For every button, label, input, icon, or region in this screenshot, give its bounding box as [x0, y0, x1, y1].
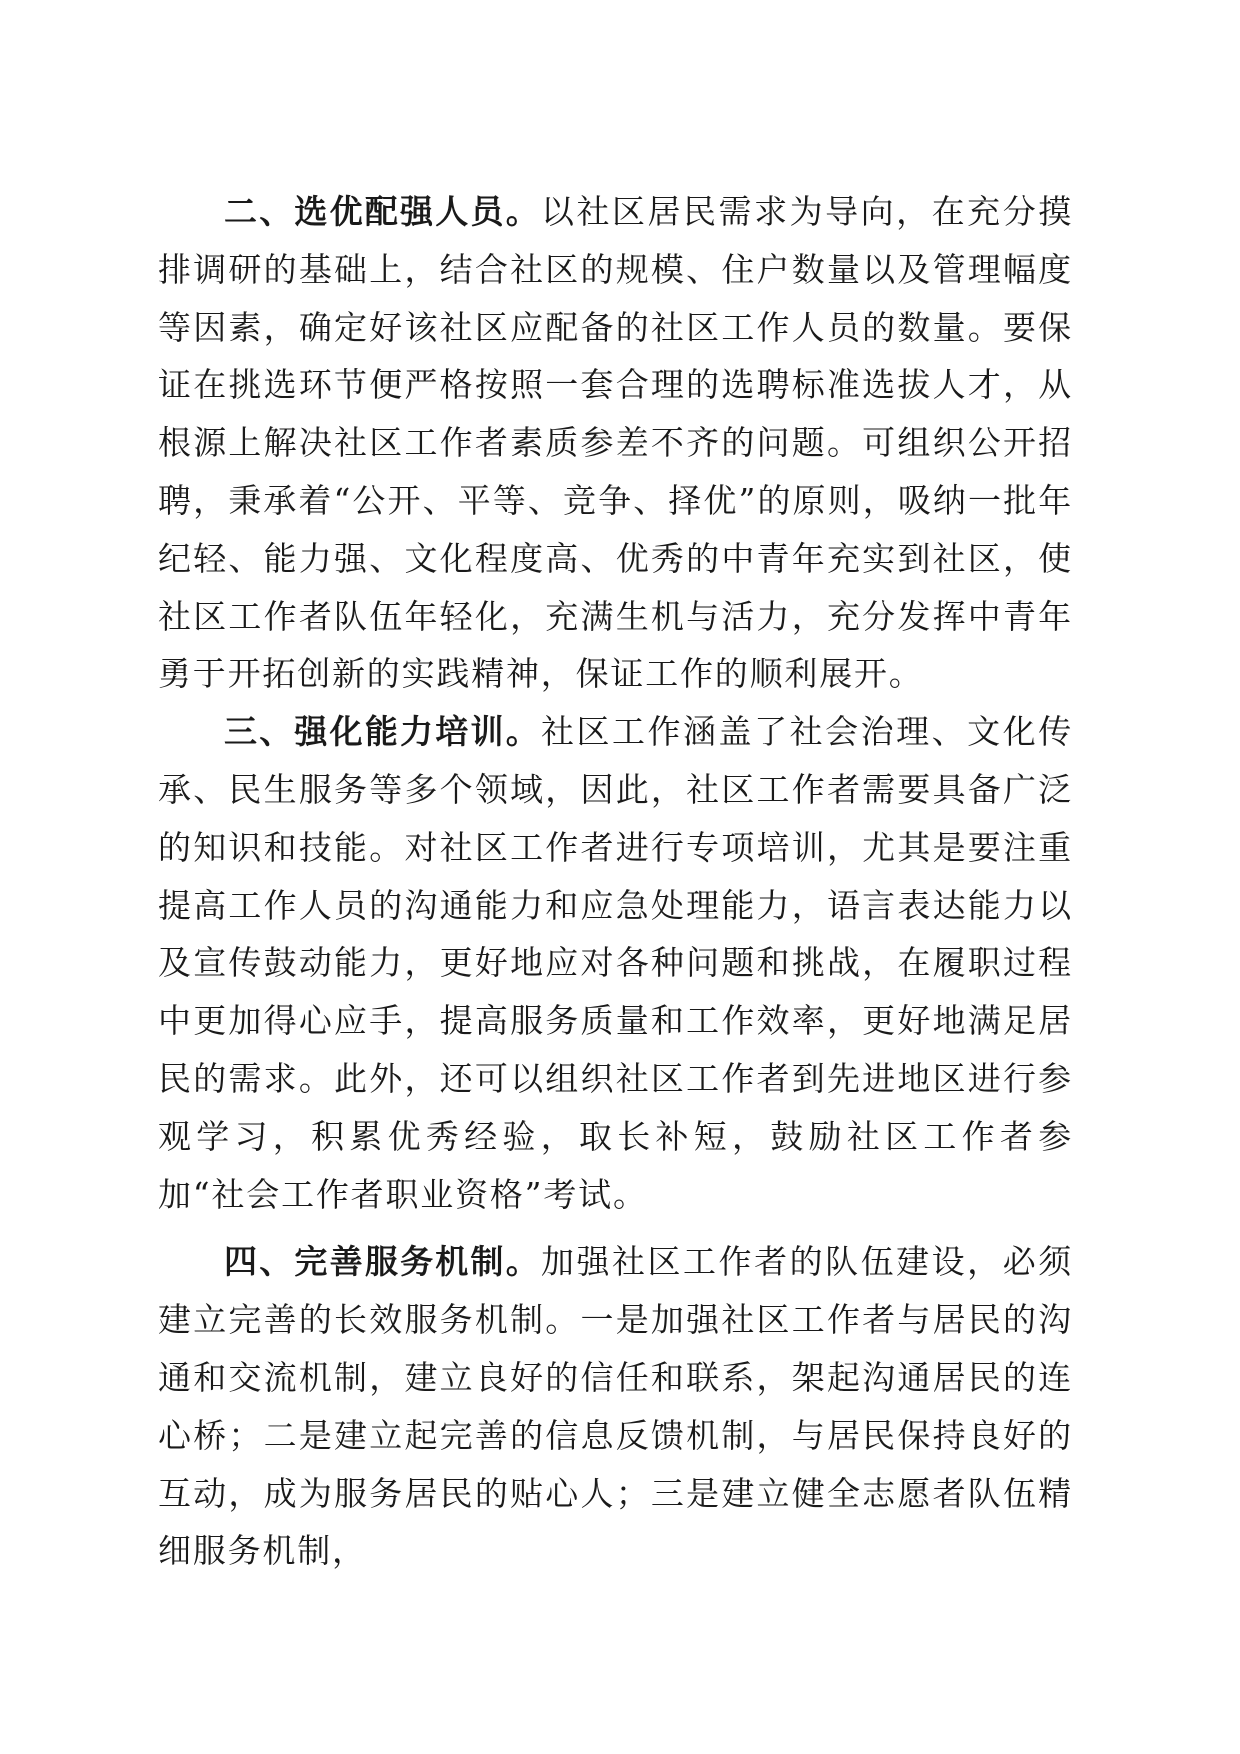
- paragraph-training: [158, 703, 1073, 1223]
- paragraph-text-mechanism: 加强社区工作者的队伍建设，必须建立完善的长效服务机制。一是加强社区工作者与居民的沟通和交流机制，建立良好的信任和联系，架起沟通居民的连心桥；二是建立起完善的信息反馈机制，与居民保持良好的互动，成为服务居民的贴心人；三是建立健全志愿者队伍精细服务机制，: [158, 1242, 1074, 1571]
- paragraph-mechanism: [158, 1233, 1073, 1580]
- paragraph-text-personnel: 以社区居民需求为导向，在充分摸排调研的基础上，结合社区的规模、住户数量以及管理幅度等因素，确定好该社区应配备的社区工作人员的数量。要保证在挑选环节便严格按照一套合理的选聘标准选拔人才，从根源上解决社区工作者素质参差不齐的问题。可组织公开招聘，秉承着“公开、平等、竞争、择优”的原则，吸纳一批年纪轻、能力强、文化程度高、优秀的中青年充实到社区，使社区工作者队伍年轻化，充满生机与活力，充分发挥中青年勇于开拓创新的实践精神，保证工作的顺利展开。: [158, 192, 1074, 694]
- paragraph-personnel: [158, 183, 1073, 703]
- section-heading-personnel: 二、选优配强人员。: [224, 192, 541, 231]
- section-heading-training: 三、强化能力培训。: [224, 712, 541, 752]
- paragraph-text-training: 社区工作涵盖了社会治理、文化传承、民生服务等多个领域，因此，社区工作者需要具备广泛的知识和技能。对社区工作者进行专项培训，尤其是要注重提高工作人员的沟通能力和应急处理能力，语言表达能力以及宣传鼓动能力，更好地应对各种问题和挑战，在履职过程中更加得心应手，提高服务质量和工作效率，更好地满足居民的需求。此外，还可以组织社区工作者到先进地区进行参观学习，积累优秀经验，取长补短，鼓励社区工作者参加“社会工作者职业资格”考试。: [158, 712, 1074, 1214]
- section-heading-mechanism: 四、完善服务机制。: [224, 1242, 541, 1282]
- document-body: [158, 183, 1073, 1580]
